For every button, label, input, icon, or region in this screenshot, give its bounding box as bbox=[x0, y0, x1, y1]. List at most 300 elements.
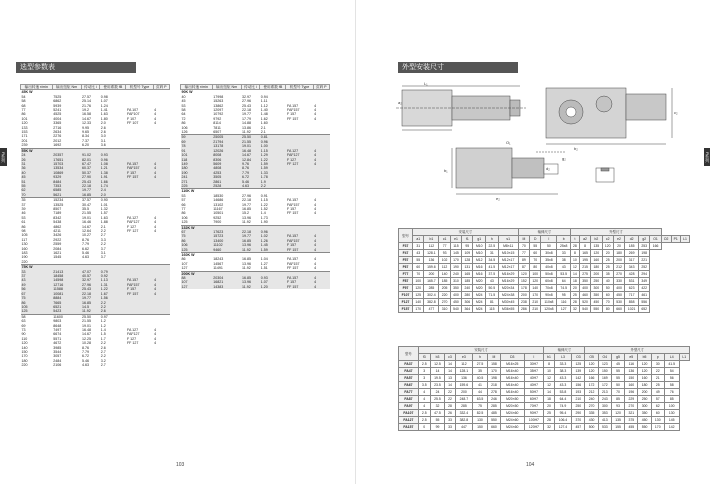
side-tab: F系列 bbox=[704, 148, 710, 166]
table-cell: 63.5 bbox=[473, 396, 488, 403]
table-cell: 2.5 bbox=[418, 410, 430, 417]
table-cell: 145 bbox=[664, 417, 679, 424]
column-header: b bbox=[557, 236, 571, 243]
table-cell: 20 bbox=[613, 243, 624, 250]
table-cell: M20×50 bbox=[501, 403, 524, 410]
label-a2: a₂ bbox=[398, 100, 402, 105]
table-cell: 349 bbox=[639, 278, 650, 285]
table-cell: 321 bbox=[625, 410, 638, 417]
table-cell: 240 bbox=[450, 271, 461, 278]
column-header: h bbox=[486, 236, 499, 243]
model-cell: FA57 bbox=[399, 375, 419, 382]
table-cell: 623 bbox=[625, 285, 639, 292]
table-cell: 112 bbox=[439, 264, 450, 271]
table-cell: 120 bbox=[638, 361, 651, 368]
table-cell: 128 bbox=[462, 257, 473, 264]
model-cell: FA47 bbox=[399, 368, 419, 375]
table-cell: 60 bbox=[530, 250, 541, 257]
table-cell: 457 bbox=[572, 424, 585, 431]
column-header: e3 bbox=[455, 354, 473, 361]
table-cell: M16 bbox=[473, 271, 486, 278]
table-cell: 413 bbox=[598, 417, 611, 424]
table-cell: 18 bbox=[570, 278, 579, 285]
table-cell: 37.5 bbox=[486, 271, 499, 278]
table-cell: 50 bbox=[611, 382, 624, 389]
table-cell: 300 bbox=[591, 285, 602, 292]
table-cell: M16×40 bbox=[501, 389, 524, 396]
col-speed: 输出转速 r/min bbox=[21, 85, 53, 90]
model-cell: F37 bbox=[399, 243, 413, 250]
table-cell: M24×60 bbox=[501, 410, 524, 417]
column-header: e5 bbox=[625, 354, 638, 361]
table-cell: 120 bbox=[611, 410, 624, 417]
table-cell: 25 bbox=[570, 292, 579, 299]
table-cell: 40 bbox=[602, 278, 613, 285]
table-cell: 172 bbox=[585, 382, 598, 389]
table-row bbox=[399, 368, 690, 375]
table-cell: 44 bbox=[473, 389, 488, 396]
table-cell: 50x8 bbox=[541, 271, 557, 278]
column-header: a1 bbox=[413, 236, 424, 243]
table-cell: 70 bbox=[602, 299, 613, 306]
col-page: 页码 P bbox=[153, 85, 169, 90]
col-model: 型号 bbox=[399, 347, 419, 361]
table-cell: 370 bbox=[572, 417, 585, 424]
table-cell: 158 bbox=[487, 361, 500, 368]
table-cell: 100 bbox=[530, 271, 541, 278]
table-cell: 25x8 bbox=[557, 243, 571, 250]
table-cell: 139 bbox=[572, 368, 585, 375]
table-cell: 53.8 bbox=[554, 389, 572, 396]
table-cell: M20 bbox=[473, 285, 486, 292]
table-body: 45K W 54 58 68 77 86 101 120 133 153 171 201 239 7525 6862 5939 5241 4525 4004 3365 2716 2634 2276 2012 1692 27.57 25.14 21.76 19.2 16.58 14.67 12.33 9.95 9.65 8.34 7.37 6.20 0.98 1.07 1.24 1.41 1.63 1.80 2.0 2.6 2.6 3.0 3.1 3.6 FA 107 FAF107 F 107 FF 107 4 4 4 4 55K W 24 26 31 36 40 45 51 55 62 70 20357 17651 15703 13534 10869 9329 8484 7353 6585 5621 91.02 82.01 67.47 60.37 50.37 27.90 25.43 22.18 19.77 16.85 0.93 0.96 1.08 1.21 1.38 1.91 1.66 1.74 2.4 2.0 FA 157 FAF157 F 157 FF 157 4 4 4 4 35 37 39 46 53 61 86 98 105 117 130 160 183 190 220 15234 13525 8507 7189 8342 5438 4862 4211 3426 2922 2559 2084 1621 1545 37.57 30.47 35.5 21.55 19.01 16.46 14.67 12.64 10.27 8.76 7.79 6.62 5.46 4.63 0.90 1.01 1.32 1.57 1.63 1.88 2.1 2.2 2.7 3.3 2.2 3.7 3.1 3.7 FA 127 FAF127 F 127 FF 127 4 4 4 4 75K W 33 37 43 49 56 67 75 86 105 125 21413 18458 14598 12716 11588 10081 8884 7665 6521 5423 47.07 40.57 32.97 27.96 25.43 22.18 19.77 16.85 14.5 11.92 0.79 0.92 1.13 1.31 1.22 1.67 1.56 2.2 2.2 2.6 FA 157 FAF157 F 157 FF 157 4 4 4 4 58 63 69 73 90 110 120 140 150 170 180 220 11600 9803 8648 7497 6674 5571 4672 3985 3544 3057 2484 2106 25.50 21.55 19.01 16.48 14.67 12.25 10.28 8.76 7.79 6.72 5.46 4.63 0.97 1.2 1.2 1.4 1.5 1.7 2.2 2.6 2.7 2.2 3.2 2.7 FA 127 FAF127 F 127 FF 127 4 4 4 4 bbox=[21, 90, 170, 368]
table-cell: 2.5 bbox=[418, 361, 430, 368]
model-cell: FA77 bbox=[399, 389, 419, 396]
table-cell: 55 bbox=[430, 417, 445, 424]
table-cell: 218 bbox=[487, 382, 500, 389]
table-cell: 127 bbox=[557, 306, 571, 313]
motor-group-title: 200K W bbox=[181, 271, 330, 276]
table-cell: 70x8 bbox=[541, 285, 557, 292]
table-cell: 200 bbox=[638, 389, 651, 396]
table-cell: 270 bbox=[625, 403, 638, 410]
column-header: O1 bbox=[650, 236, 661, 243]
table-cell: 14 bbox=[445, 361, 455, 368]
table-cell: 196 bbox=[625, 389, 638, 396]
table-cell: 23.5 bbox=[430, 382, 445, 389]
label-e2: e₂ bbox=[496, 196, 500, 201]
column-header: e1 bbox=[450, 236, 461, 243]
col-group-outline: 外型尺寸 bbox=[570, 229, 661, 236]
table-cell: 85 bbox=[664, 396, 679, 403]
table-body: 90K W 40 45 53 58 64 72 86 106 126 17998 15263 13862 12097 10792 9792 8114 7811 6507 32.97 27.96 25.43 22.18 19.77 17.79 14.88 13.86 11.92 0.94 1.11 1.12 1.40 1.48 1.62 1.60 2.1 2.1 FA 157 FAF157 F 157 FF 157 4 4 4 4 59 69 78 91 101 118 149 180 190 241 271 225 25005 21794 13178 12026 8008 8306 5609 4808 4253 3505 2861 2528 25.50 21.55 19.01 16.48 14.67 12.84 9.76 8.76 7.79 6.72 5.46 4.63 0.81 0.96 1.00 1.15 1.29 1.22 1.59 1.59 1.33 1.78 1.9 2.2 FA 127 FAF127 F 127 FF 127 4 4 4 4 110K W 53 57 66 77 86 106 125 18530 14686 13102 11167 10501 9252 7900 27.96 22.18 19.77 16.85 15.2 13.96 11.92 0.91 1.15 1.22 1.52 1.4 1.73 1.90 FA 157 FAF157 F 157 FF 157 4 4 4 4 132K W 67 75 86 106 125 17623 15723 13400 11102 9460 22.18 19.77 16.85 13.96 11.92 0.96 1.02 1.26 1.45 1.59 FA 157 FAF157 F 157 FF 157 4 4 4 4 160K W 86 107 127 18243 14567 11491 16.85 13.96 11.92 1.04 1.27 1.51 FA 157 FAF157 FF 157 4 4 4 200K W 88 107 127 20304 16821 14383 16.85 13.96 11.92 0.93 1.07 1.20 FA 157 F 157 FF 157 4 4 4 bbox=[181, 90, 330, 289]
table-cell: 64.4 bbox=[554, 396, 572, 403]
table-cell: 14 bbox=[445, 382, 455, 389]
table-cell: 109 bbox=[462, 250, 473, 257]
table-row bbox=[399, 306, 690, 313]
table-cell: 106.4 bbox=[554, 417, 572, 424]
table-cell: 335 bbox=[585, 410, 598, 417]
table-cell: 520 bbox=[579, 299, 590, 306]
col-page: 页码 P bbox=[313, 85, 329, 90]
table-cell: 169 bbox=[598, 375, 611, 382]
table-cell: 3 bbox=[418, 368, 430, 375]
column-header: L1 bbox=[680, 236, 689, 243]
table-cell: 130 bbox=[651, 417, 664, 424]
col-sf: 使用系数 fB bbox=[260, 85, 286, 90]
dimension-table-fa bbox=[398, 346, 690, 431]
table-cell: 60H7 bbox=[524, 396, 544, 403]
table-cell: 250 bbox=[638, 396, 651, 403]
table-cell: M24×60 bbox=[501, 424, 524, 431]
table-cell: 140 bbox=[413, 299, 424, 306]
column-header: O4 bbox=[598, 354, 611, 361]
table-cell: 400 bbox=[579, 285, 590, 292]
table-cell: 8 bbox=[579, 243, 590, 250]
table-cell: 43 bbox=[557, 264, 571, 271]
table-cell: 32 bbox=[544, 424, 554, 431]
table-cell: 135 bbox=[591, 243, 602, 250]
col-group-outline: 外型尺寸 bbox=[585, 347, 690, 354]
table-cell: 57 bbox=[651, 396, 664, 403]
table-cell: 330 bbox=[613, 278, 624, 285]
table-cell: 12.5 bbox=[430, 361, 445, 368]
table-cell: 75 bbox=[473, 403, 488, 410]
table-cell: 55 bbox=[611, 375, 624, 382]
col-group-mounting: 安装尺寸 bbox=[413, 229, 519, 236]
table-cell: 280 bbox=[462, 292, 473, 299]
table-cell: 145 bbox=[450, 250, 461, 257]
column-header: g1 bbox=[473, 236, 486, 243]
table-cell: 166 bbox=[650, 243, 661, 250]
model-cell: F47 bbox=[399, 250, 413, 257]
col-model: 型号 bbox=[399, 229, 413, 243]
table-cell: 212 bbox=[613, 264, 624, 271]
model-cell: F107 bbox=[399, 292, 413, 299]
table-cell: 14 bbox=[570, 271, 579, 278]
table-cell: 10 bbox=[570, 257, 579, 264]
table-cell: 128.1 bbox=[455, 368, 473, 375]
table-cell: 285 bbox=[487, 403, 500, 410]
table-cell: 212 bbox=[585, 389, 598, 396]
table-cell: 160 bbox=[625, 382, 638, 389]
table-cell: 56 bbox=[664, 375, 679, 382]
table-cell: 455 bbox=[625, 424, 638, 431]
table-row bbox=[399, 361, 690, 368]
table-cell: 400 bbox=[613, 285, 624, 292]
table-cell: 25 bbox=[602, 257, 613, 264]
table-cell: 150 bbox=[625, 375, 638, 382]
table-cell: 550 bbox=[638, 424, 651, 431]
column-header: l bbox=[541, 236, 557, 243]
table-cell: 556 bbox=[639, 299, 650, 306]
model-cell: F157 bbox=[399, 306, 413, 313]
table-cell: 460 bbox=[579, 292, 590, 299]
column-header: g2 bbox=[639, 236, 650, 243]
table-cell: 43 bbox=[413, 250, 424, 257]
table-cell: 55 bbox=[530, 243, 541, 250]
table-cell: 125 bbox=[572, 361, 585, 368]
table-cell: 152 bbox=[518, 278, 529, 285]
table-cell: 41.5 bbox=[486, 264, 499, 271]
table-cell: 76 bbox=[664, 389, 679, 396]
table-cell: 140 bbox=[530, 285, 541, 292]
table-cell: 136 bbox=[625, 368, 638, 375]
table-row bbox=[399, 278, 690, 285]
table-cell: 858 bbox=[625, 299, 639, 306]
table-cell: 24 bbox=[430, 389, 445, 396]
table-cell: M24 bbox=[473, 306, 486, 313]
table-row bbox=[399, 417, 690, 424]
col-group-shaft: 轴伸尺寸 bbox=[518, 229, 570, 236]
table-cell: 172 bbox=[598, 382, 611, 389]
table-cell: 50H7 bbox=[524, 389, 544, 396]
column-header: a2 bbox=[579, 236, 590, 243]
table-cell: M10 bbox=[473, 250, 486, 257]
column-header: b2 bbox=[591, 236, 602, 243]
table-cell: M16×40 bbox=[501, 382, 524, 389]
table-cell: 120x8 bbox=[541, 306, 557, 313]
model-cell: FA107 bbox=[399, 410, 419, 417]
table-cell: 3 bbox=[418, 375, 430, 382]
table-cell: 130 bbox=[664, 410, 679, 417]
table-cell: 58 bbox=[664, 382, 679, 389]
table-cell: 550 bbox=[591, 306, 602, 313]
table-cell: 0 bbox=[418, 424, 430, 431]
table-cell: 31 bbox=[413, 243, 424, 250]
table-cell: 32 bbox=[570, 306, 579, 313]
model-cell: F77 bbox=[399, 271, 413, 278]
motor-group-title: 75K W bbox=[21, 265, 170, 270]
column-header: O5 bbox=[585, 354, 598, 361]
table-cell: 165 bbox=[579, 250, 590, 257]
column-header: b5 bbox=[638, 354, 651, 361]
column-header: c1 bbox=[439, 236, 450, 243]
right-page bbox=[355, 0, 710, 484]
table-cell: 210 bbox=[530, 299, 541, 306]
table-cell: 70 bbox=[518, 243, 529, 250]
table-cell: M10×15 bbox=[498, 250, 518, 257]
table-cell: 33 bbox=[557, 250, 571, 257]
table-cell: 115 bbox=[486, 306, 499, 313]
table-cell: 193 bbox=[572, 389, 585, 396]
col-sf: 使用系数 fB bbox=[100, 85, 126, 90]
table-cell: 156 bbox=[572, 382, 585, 389]
column-header: L1 bbox=[679, 354, 689, 361]
table-cell: 20 bbox=[570, 285, 579, 292]
column-header: c2 bbox=[602, 236, 613, 243]
table-cell: 4 bbox=[418, 396, 430, 403]
table-cell: 205 bbox=[439, 285, 450, 292]
col-speed: 输出转速 r/min bbox=[181, 85, 213, 90]
table-cell: 270 bbox=[439, 299, 450, 306]
table-cell: 210 bbox=[572, 396, 585, 403]
table-cell: 170 bbox=[450, 257, 461, 264]
table-cell: 270 bbox=[613, 271, 624, 278]
table-cell: 28 bbox=[570, 243, 579, 250]
column-header: L3 bbox=[554, 354, 572, 361]
table-cell: 178 bbox=[518, 285, 529, 292]
table-cell: 35 bbox=[602, 271, 613, 278]
column-header: O2 bbox=[661, 236, 671, 243]
table-cell: 60 bbox=[413, 264, 424, 271]
table-cell: 150 bbox=[473, 424, 488, 431]
table-cell: 285 bbox=[424, 285, 439, 292]
table-cell: 80 bbox=[602, 306, 613, 313]
table-cell: 123 bbox=[598, 361, 611, 368]
table-cell: 240 bbox=[462, 285, 473, 292]
table-cell: M20×50 bbox=[501, 396, 524, 403]
model-cell: FA67 bbox=[399, 382, 419, 389]
table-cell: 165 bbox=[462, 271, 473, 278]
table-cell: 530 bbox=[613, 299, 624, 306]
table-cell: 82.5 bbox=[473, 410, 488, 417]
label-d2: d₂ bbox=[546, 166, 550, 171]
label-c2: c₂ bbox=[674, 110, 678, 115]
table-cell: 54 bbox=[664, 368, 679, 375]
table-body bbox=[399, 361, 690, 431]
table-cell: 38.3 bbox=[554, 368, 572, 375]
table-cell: 30 bbox=[651, 361, 664, 368]
column-header: l bbox=[524, 354, 544, 361]
column-header: c3 bbox=[445, 354, 455, 361]
table-cell: 150 bbox=[598, 368, 611, 375]
table-cell: 90H7 bbox=[524, 410, 544, 417]
table-cell: 142 bbox=[664, 424, 679, 431]
label-g2: g₂ bbox=[562, 156, 566, 161]
table-row bbox=[399, 382, 690, 389]
table-row bbox=[399, 299, 690, 306]
table-cell: 652 bbox=[639, 306, 650, 313]
column-header: g5 bbox=[611, 354, 624, 361]
table-cell: 166 bbox=[585, 375, 598, 382]
table-cell: 49 bbox=[651, 389, 664, 396]
table-cell: M20×34 bbox=[498, 285, 518, 292]
model-cell: F97 bbox=[399, 285, 413, 292]
table-cell: 450 bbox=[613, 292, 624, 299]
col-torque: 输出扭矩 Nm bbox=[212, 85, 241, 90]
column-header: e2 bbox=[613, 236, 624, 243]
table-cell: 4 bbox=[418, 403, 430, 410]
motor-front-view bbox=[626, 94, 666, 120]
table-cell: 43.3 bbox=[554, 382, 572, 389]
table-cell: M30×45 bbox=[498, 299, 518, 306]
table-cell: 77 bbox=[518, 250, 529, 257]
table-cell: 71.5 bbox=[486, 292, 499, 299]
table-cell: 14 bbox=[445, 368, 455, 375]
table-cell: 180 bbox=[613, 250, 624, 257]
table-cell: 2.5 bbox=[418, 417, 430, 424]
col-group-shaft: 轴伸尺寸 bbox=[544, 347, 585, 354]
table-cell: 130 bbox=[473, 417, 488, 424]
table-row bbox=[399, 396, 690, 403]
table-cell: 38 bbox=[557, 257, 571, 264]
table-cell: 717 bbox=[625, 292, 639, 299]
table-cell: 70H7 bbox=[524, 403, 544, 410]
model-cell: F87 bbox=[399, 278, 413, 285]
motor-group-title: 55K W bbox=[21, 148, 170, 153]
table-row bbox=[399, 250, 690, 257]
table-cell: 170 bbox=[413, 306, 424, 313]
table-cell: 127.4 bbox=[554, 424, 572, 431]
table-cell: M24×38 bbox=[498, 292, 518, 299]
table-cell: 155 bbox=[611, 424, 624, 431]
table-row bbox=[399, 271, 690, 278]
table-cell: 250 bbox=[572, 403, 585, 410]
table-cell: 93 bbox=[611, 403, 624, 410]
col-ratio: 传动比 i bbox=[241, 85, 260, 90]
table-cell: 477 bbox=[424, 306, 439, 313]
table-cell: 120H7 bbox=[524, 424, 544, 431]
section-title: 选型参数表 bbox=[20, 64, 55, 71]
table-cell: 55 bbox=[413, 257, 424, 264]
table-cell: 43 bbox=[486, 278, 499, 285]
section-title: 外型安装尺寸 bbox=[402, 64, 444, 71]
table-cell: 120 bbox=[602, 243, 613, 250]
table-cell: 120 bbox=[585, 368, 598, 375]
table-cell: 60 bbox=[651, 410, 664, 417]
table-cell: 382.8 bbox=[455, 417, 473, 424]
table-row bbox=[399, 403, 690, 410]
table-cell: 248.7 bbox=[455, 396, 473, 403]
table-cell: 3.5 bbox=[418, 382, 430, 389]
table-cell: 40H7 bbox=[524, 375, 544, 382]
table-cell: 550 bbox=[487, 417, 500, 424]
table-cell: 40H7 bbox=[524, 382, 544, 389]
table-cell: 64 bbox=[557, 278, 571, 285]
table-cell: 243 bbox=[598, 396, 611, 403]
column-header: D3 bbox=[501, 354, 524, 361]
table-cell: 120 bbox=[591, 250, 602, 257]
table-cell: 310 bbox=[450, 278, 461, 285]
table-cell: 200 bbox=[613, 257, 624, 264]
table-cell: 375 bbox=[625, 417, 638, 424]
table-cell: 531 bbox=[625, 278, 639, 285]
table-cell: 40x8 bbox=[541, 264, 557, 271]
table-cell: 213 bbox=[598, 389, 611, 396]
page-number: 104 bbox=[526, 462, 535, 468]
table-cell: 200 bbox=[424, 271, 439, 278]
column-header: p bbox=[651, 354, 664, 361]
table-cell: 136 bbox=[455, 375, 473, 382]
table-cell: 22.5 bbox=[486, 243, 499, 250]
table-cell: 30H7 bbox=[524, 361, 544, 368]
model-cell: F127 bbox=[399, 299, 413, 306]
table-cell: 95.4 bbox=[554, 410, 572, 417]
table-cell: 364 bbox=[462, 306, 473, 313]
table-cell: 160 bbox=[591, 257, 602, 264]
table-cell: 246 bbox=[487, 396, 500, 403]
table-cell: 159.6 bbox=[455, 382, 473, 389]
table-row bbox=[399, 243, 690, 250]
table-cell: 70 bbox=[611, 389, 624, 396]
col-group-mounting: 安装尺寸 bbox=[418, 347, 544, 354]
table-row bbox=[399, 285, 690, 292]
table-cell: 25 bbox=[651, 382, 664, 389]
table-cell: 20 bbox=[544, 403, 554, 410]
table-cell: 353 bbox=[598, 410, 611, 417]
column-header: d2 bbox=[625, 236, 639, 243]
table-cell: 500 bbox=[585, 424, 598, 431]
selection-table-left bbox=[20, 84, 170, 368]
table-cell: M24×60 bbox=[501, 417, 524, 424]
table-row bbox=[399, 264, 690, 271]
table-cell: 19.5 bbox=[430, 375, 445, 382]
selection-table-right bbox=[180, 84, 330, 289]
table-cell: 142 bbox=[572, 375, 585, 382]
column-header: f3 bbox=[418, 354, 430, 361]
col-torque: 输出扭矩 Nm bbox=[52, 85, 81, 90]
